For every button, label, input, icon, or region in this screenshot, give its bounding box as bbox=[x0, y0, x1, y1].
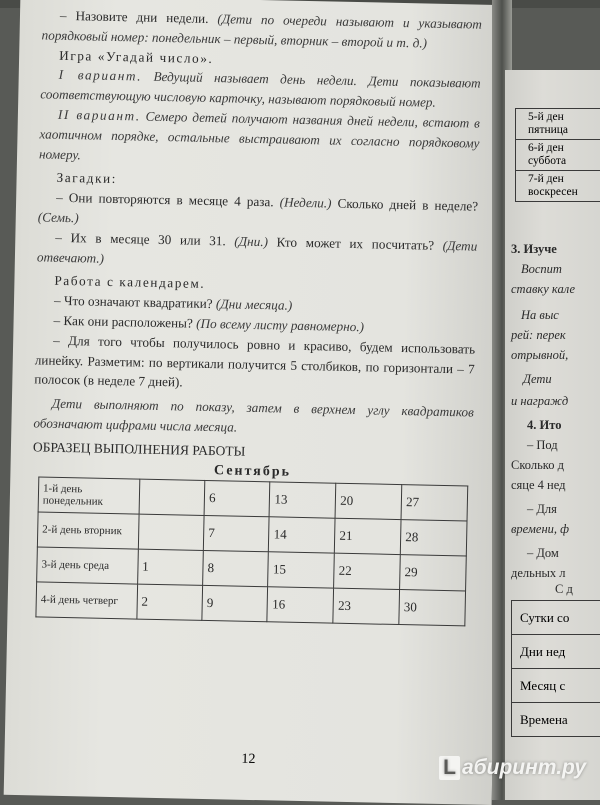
right-line: сяце 4 нед bbox=[511, 476, 565, 494]
date-cell: 14 bbox=[269, 517, 336, 553]
table-cell: Сутки со bbox=[512, 601, 600, 635]
date-cell: 30 bbox=[399, 590, 466, 626]
paragraph-6: – Они повторяются в месяце 4 раза. (Недели.) Сколько дней в неделе? (Семь.) bbox=[38, 188, 479, 237]
day-name-cell: 1-й день понедельник bbox=[38, 477, 139, 514]
table-row bbox=[516, 140, 600, 171]
right-line: рей: перек bbox=[511, 326, 566, 344]
paragraph-7: – Их в месяце 30 или 31. (Дни.) Кто может их посчитать? (Дети отвечают.) bbox=[37, 227, 478, 276]
day-name-cell: 4-й день четверг bbox=[36, 582, 137, 619]
date-cell: 2 bbox=[137, 584, 203, 620]
paragraph-3: I вариант. Ведущий называет день недели. Дети показывают соответствующую числовую карточку, называют порядковый номер. bbox=[40, 65, 481, 114]
date-cell: 9 bbox=[202, 586, 268, 622]
labirint-watermark bbox=[439, 756, 586, 780]
table-cell: 5-й ден пятница bbox=[516, 109, 600, 140]
table-cell: 6-й ден суббота bbox=[516, 140, 600, 171]
day-name-cell: 3-й день среда bbox=[37, 547, 138, 584]
right-line: – Для bbox=[527, 500, 557, 518]
date-cell bbox=[138, 514, 204, 550]
date-cell: 21 bbox=[335, 519, 402, 555]
month-title: Сентябрь bbox=[32, 457, 472, 486]
date-cell: 7 bbox=[203, 516, 269, 552]
left-page bbox=[4, 0, 509, 805]
date-cell: 20 bbox=[335, 484, 402, 520]
paragraph-2: Игра «Угадай число». bbox=[41, 45, 481, 74]
paragraph-5: Загадки: bbox=[38, 168, 478, 197]
right-top-table bbox=[515, 108, 600, 202]
date-cell: 29 bbox=[400, 555, 467, 591]
right-line: дельных л bbox=[511, 564, 566, 582]
table-row bbox=[516, 109, 600, 140]
right-line: ставку кале bbox=[511, 280, 575, 298]
sample-title: ОБРАЗЕЦ ВЫПОЛНЕНИЯ РАБОТЫ bbox=[33, 437, 473, 466]
right-line: и награжд bbox=[511, 392, 568, 410]
table-row bbox=[512, 635, 600, 669]
date-cell: 13 bbox=[270, 482, 337, 518]
paragraph-10: – Как они расположены? (По всему листу равномерно.) bbox=[35, 310, 475, 339]
paragraph-12: Дети выполняют по показу, затем в верхнем углу квадратиков обозначают цифрами числа месяца. bbox=[33, 393, 474, 442]
left-page-text bbox=[29, 5, 482, 626]
date-cell bbox=[139, 479, 205, 515]
right-page bbox=[505, 70, 600, 800]
calendar-table bbox=[35, 477, 468, 627]
table-cell: Месяц с bbox=[512, 669, 600, 703]
date-cell: 16 bbox=[267, 587, 334, 623]
day-name-cell: 2-й день вторник bbox=[37, 512, 138, 549]
date-cell: 6 bbox=[204, 481, 270, 517]
right-bottom-table bbox=[511, 600, 600, 737]
paragraph-9: – Что означают квадратики? (Дни месяца.) bbox=[36, 291, 476, 320]
table-row bbox=[516, 171, 600, 202]
right-line: С д bbox=[555, 580, 573, 598]
date-cell: 28 bbox=[400, 520, 467, 556]
right-line: 4. Ито bbox=[527, 416, 561, 434]
watermark-text: абиринт.ру bbox=[462, 756, 586, 779]
table-cell: 7-й ден воскресен bbox=[516, 171, 600, 202]
right-line: времени, ф bbox=[511, 520, 569, 538]
paragraph-8: Работа с календарем. bbox=[36, 271, 476, 300]
right-line: отрывной, bbox=[511, 346, 568, 364]
right-line: Дети bbox=[523, 370, 552, 388]
date-cell: 22 bbox=[334, 554, 401, 590]
paragraph-4: II вариант. Семеро детей получают названия дней недели, встают в хаотичном порядке, остальные выстраивают их согласно порядковому номеру. bbox=[39, 104, 480, 173]
right-line: – Дом bbox=[527, 544, 559, 562]
table-row bbox=[512, 669, 600, 703]
page-number: 12 bbox=[4, 747, 492, 773]
date-cell: 8 bbox=[203, 551, 269, 587]
date-cell: 15 bbox=[268, 552, 335, 588]
date-cell: 23 bbox=[333, 589, 400, 625]
table-row bbox=[512, 703, 600, 737]
right-line: – Под bbox=[527, 436, 558, 454]
right-line: Сколько д bbox=[511, 456, 564, 474]
right-line: 3. Изуче bbox=[511, 240, 557, 258]
table-cell: Времена bbox=[512, 703, 600, 737]
right-line: На выс bbox=[521, 306, 559, 324]
table-cell: Дни нед bbox=[512, 635, 600, 669]
right-line: Воспит bbox=[521, 260, 562, 278]
date-cell: 27 bbox=[401, 485, 468, 521]
table-row bbox=[512, 601, 600, 635]
date-cell: 1 bbox=[137, 549, 203, 585]
paragraph-11: – Для того чтобы получилось ровно и красиво, будем использовать линейку. Разметим: по вертикали получится 5 столбиков, по горизонтали – 7 полосок (в неделе 7 дней). bbox=[34, 330, 475, 399]
paragraph-1: – Назовите дни недели. (Дети по очереди называют и указывают порядковый номер: понедельник – первый, вторник – второй и т. д.) bbox=[41, 5, 482, 54]
watermark-logo-icon: L bbox=[439, 756, 460, 780]
